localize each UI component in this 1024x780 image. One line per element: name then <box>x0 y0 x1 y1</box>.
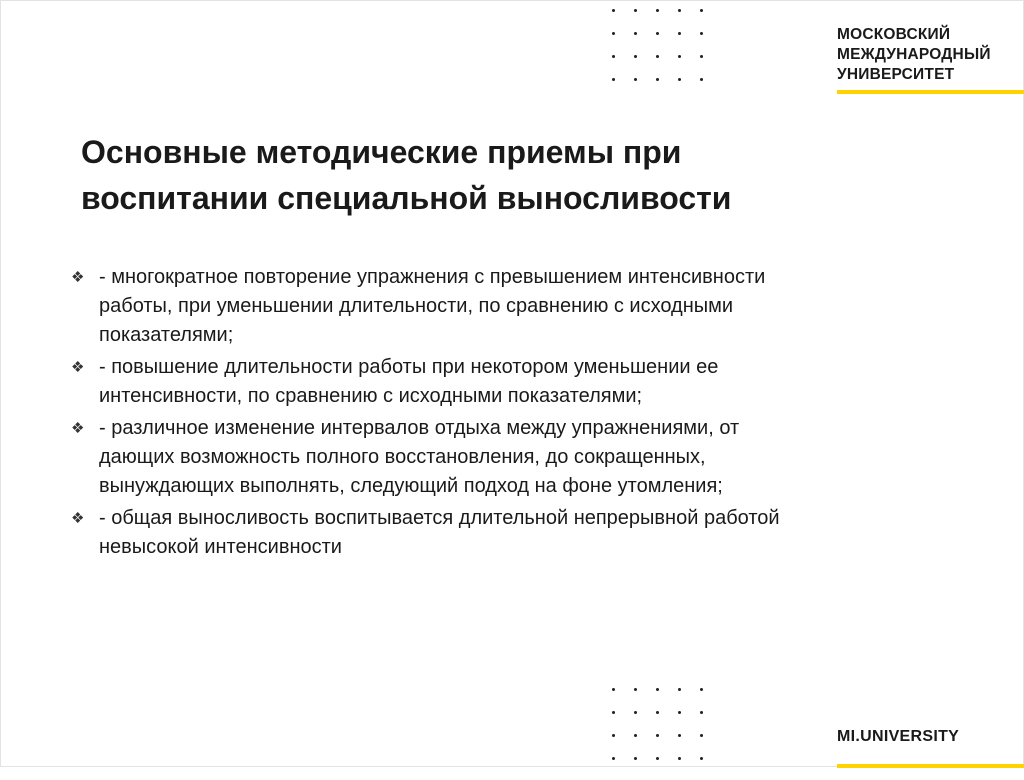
decorative-dot-grid-bottom <box>612 688 722 780</box>
decorative-dot-grid-top <box>612 9 722 101</box>
title-line: воспитании специальной выносливости <box>81 180 732 216</box>
bullet-line: показателями; <box>99 324 234 346</box>
bullet-line: невысокой интенсивности <box>99 536 342 558</box>
logo-line: МЕЖДУНАРОДНЫЙ <box>837 46 991 63</box>
bullet-line: работы, при уменьшении длительности, по сравнению с исходными <box>99 295 734 317</box>
bullet-line: - общая выносливость воспитывается длительной непрерывной работой <box>99 507 780 529</box>
logo-accent-bar <box>837 90 1024 94</box>
diamond-ornament-icon: ❖ <box>71 510 85 527</box>
logo-line: МОСКОВСКИЙ <box>837 26 951 43</box>
slide-title <box>81 129 961 221</box>
bullet-line: - многократное повторение упражнения с превышением интенсивности <box>99 266 766 288</box>
bullet-line: интенсивности, по сравнению с исходными показателями; <box>99 385 643 407</box>
university-logo <box>837 25 1024 85</box>
bullet-item <box>71 353 991 411</box>
title-line: Основные методические приемы при <box>81 134 682 170</box>
diamond-ornament-icon: ❖ <box>71 420 85 437</box>
diamond-ornament-icon: ❖ <box>71 359 85 376</box>
bullet-list <box>71 263 991 565</box>
bullet-line: - различное изменение интервалов отдыха между упражнениями, от <box>99 417 740 439</box>
footer-accent-bar <box>837 764 1024 768</box>
footer-brand: MI.UNIVERSITY <box>837 728 960 745</box>
bullet-line: вынуждающих выполнять, следующий подход на фоне утомления; <box>99 475 723 497</box>
bullet-item <box>71 504 991 562</box>
bullet-line: дающих возможность полного восстановления, до сокращенных, <box>99 446 706 468</box>
bullet-line: - повышение длительности работы при некотором уменьшении ее <box>99 356 719 378</box>
diamond-ornament-icon: ❖ <box>71 269 85 286</box>
bullet-item <box>71 263 991 350</box>
logo-line: УНИВЕРСИТЕТ <box>837 66 955 83</box>
bullet-item <box>71 414 991 501</box>
